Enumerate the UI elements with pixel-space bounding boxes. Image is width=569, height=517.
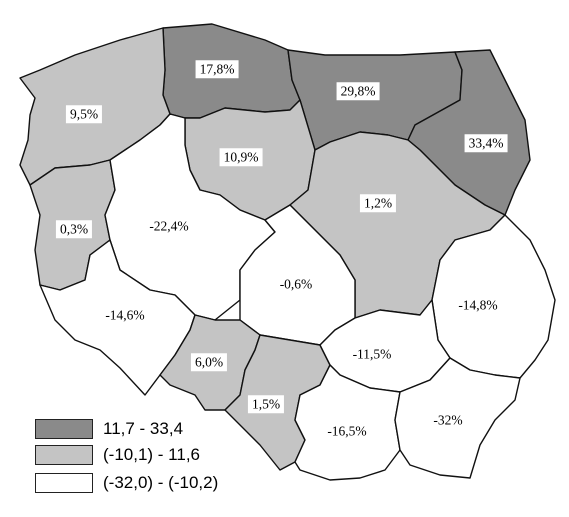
region-label-podkarpackie: -32% — [433, 412, 463, 428]
region-label-podlaskie: 33,4% — [465, 134, 508, 152]
region-label-lubelskie: -14,8% — [458, 297, 498, 313]
legend-label-medium: (-10,1) - 11,6 — [103, 445, 201, 464]
region-label-malopolskie: -16,5% — [327, 423, 367, 439]
region-label-warminsko-mazurskie: 29,8% — [337, 82, 380, 100]
region-label-wielkopolskie: -22,4% — [149, 218, 189, 234]
legend-swatch-medium — [35, 445, 93, 465]
region-label-lubuskie: 0,3% — [56, 220, 92, 238]
legend-row-high — [35, 418, 183, 440]
region-label-mazowieckie: 1,2% — [360, 194, 396, 212]
legend-label-high: 11,7 - 33,4 — [103, 419, 184, 438]
region-label-pomorskie: 17,8% — [196, 60, 239, 78]
region-label-dolnoslaskie: -14,6% — [105, 307, 145, 323]
legend-swatch-high — [35, 419, 93, 439]
region-label-kujawsko-pomorskie: 10,9% — [220, 148, 263, 166]
legend-row-medium — [35, 444, 200, 466]
legend-label-low: (-32,0) - (-10,2) — [103, 473, 219, 492]
region-label-swietokrzyskie: -11,5% — [352, 346, 392, 362]
region-label-slaskie: 1,5% — [248, 395, 284, 413]
region-label-opolskie: 6,0% — [191, 353, 227, 371]
legend-swatch-low — [35, 473, 93, 493]
region-label-zachodniopomorskie: 9,5% — [66, 105, 102, 123]
region-label-lodzkie: -0,6% — [279, 276, 313, 292]
legend-row-low — [35, 472, 218, 494]
